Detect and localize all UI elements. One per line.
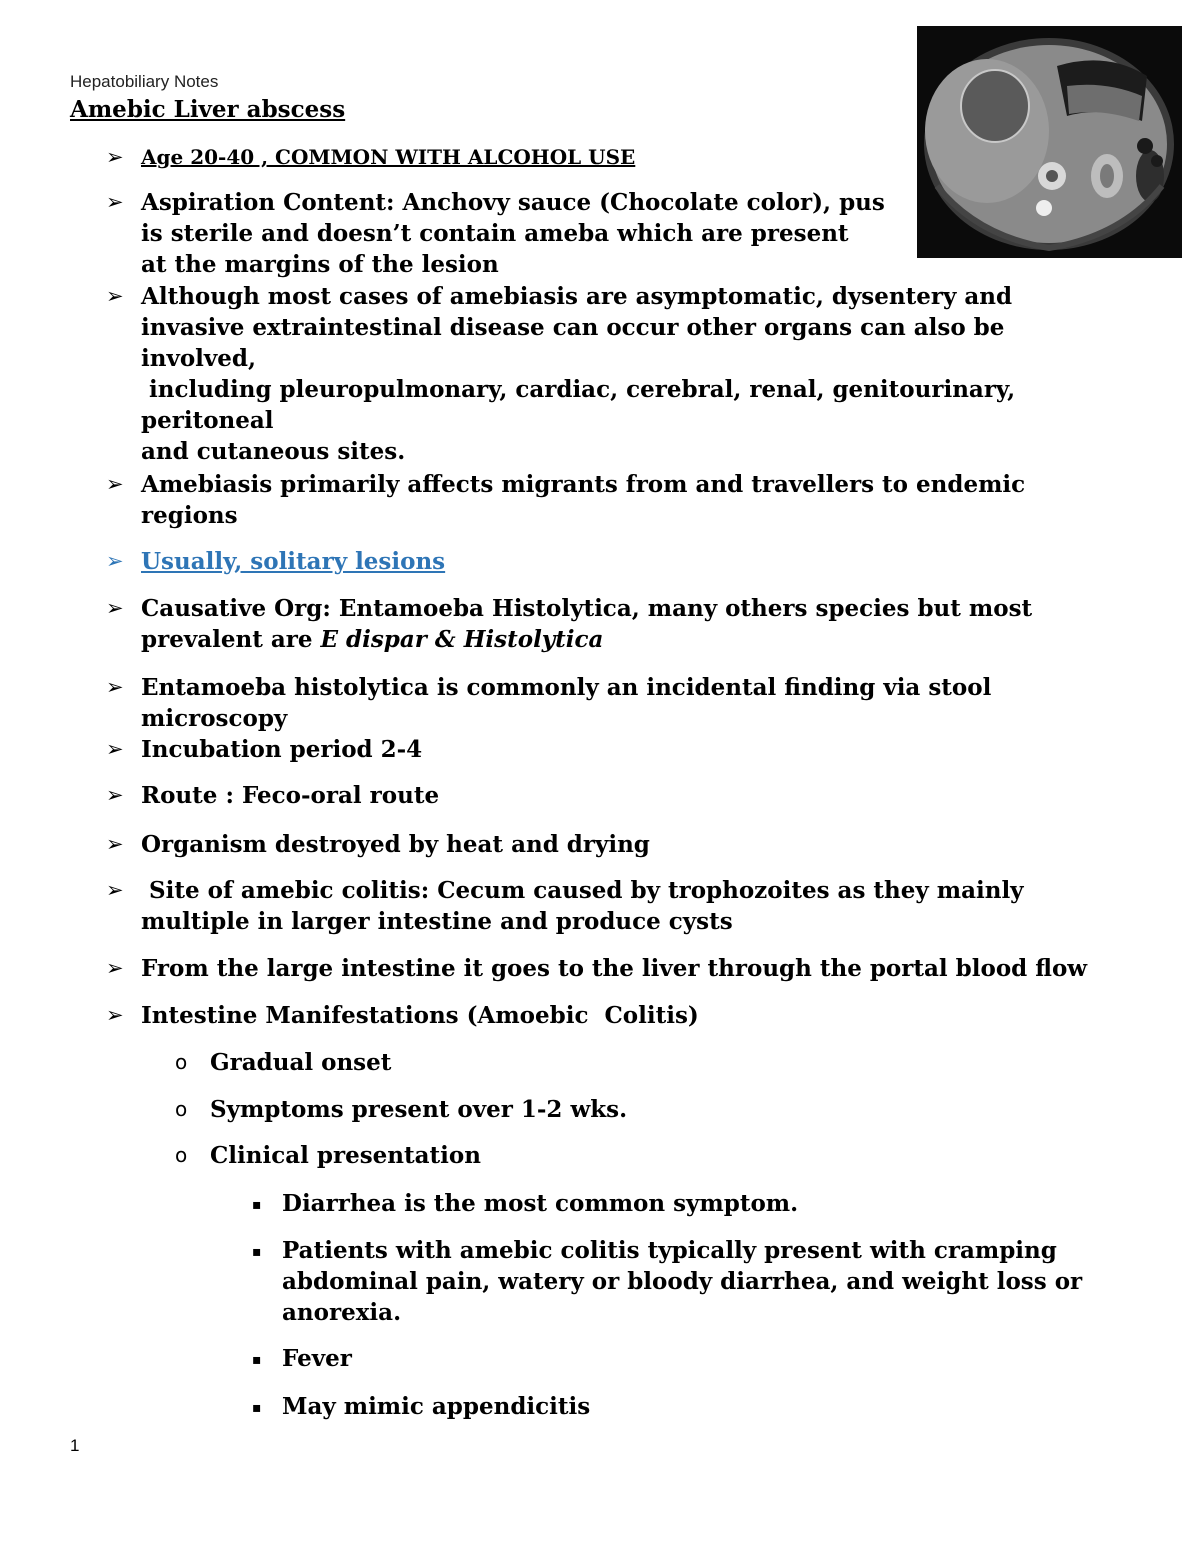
- bullet-route: [106, 780, 1096, 811]
- bullet-line: involved,: [141, 345, 256, 372]
- sub-sub-bullet-cramping: [252, 1235, 1112, 1328]
- bullet-text: Fever: [282, 1345, 352, 1372]
- running-header: Hepatobiliary Notes: [70, 72, 219, 91]
- square-bullet-icon: ▪: [252, 1400, 262, 1416]
- arrow-bullet-icon: ➢: [106, 145, 124, 169]
- arrow-bullet-icon: ➢: [106, 284, 124, 308]
- bullet-site: [106, 875, 1096, 937]
- bullet-text: Gradual onset: [210, 1049, 392, 1076]
- circle-bullet-icon: o: [175, 1143, 188, 1167]
- solitary-lesions-link[interactable]: Usually, solitary lesions: [141, 548, 446, 575]
- arrow-bullet-icon: ➢: [106, 1003, 124, 1027]
- bullet-line: microscopy: [141, 705, 288, 732]
- sub-sub-bullet-fever: [252, 1343, 1112, 1374]
- bullet-line: including pleuropulmonary, cardiac, cerebral, renal, genitourinary,: [141, 376, 1016, 403]
- sub-bullet-symptoms: [175, 1094, 1075, 1125]
- bullet-age: [106, 142, 1096, 173]
- bullet-text: Route : Feco-oral route: [141, 782, 440, 809]
- bullet-line: Patients with amebic colitis typically present with cramping: [282, 1237, 1057, 1264]
- bullet-migrants: [106, 469, 1096, 531]
- arrow-bullet-icon: ➢: [106, 675, 124, 699]
- bullet-line: anorexia.: [282, 1299, 402, 1326]
- bullet-line: and cutaneous sites.: [141, 438, 406, 465]
- bullet-asymptomatic: [106, 281, 1096, 467]
- bullet-line: [141, 624, 1096, 655]
- arrow-bullet-icon: ➢: [106, 956, 124, 980]
- square-bullet-icon: ▪: [252, 1352, 262, 1368]
- bullet-line: Amebiasis primarily affects migrants from and travellers to endemic: [141, 471, 1026, 498]
- arrow-bullet-icon: ➢: [106, 783, 124, 807]
- arrow-bullet-icon: ➢: [106, 832, 124, 856]
- bullet-solitary: [106, 546, 1096, 577]
- circle-bullet-icon: o: [175, 1050, 188, 1074]
- bullet-incubation: [106, 734, 1096, 765]
- bullet-line: is sterile and doesn’t contain ameba which are present: [141, 220, 849, 247]
- bullet-line: at the margins of the lesion: [141, 251, 499, 278]
- bullet-text: May mimic appendicitis: [282, 1393, 591, 1420]
- bullet-organism: [106, 829, 1096, 860]
- bullet-portal: [106, 953, 1166, 984]
- bullet-line: Although most cases of amebiasis are asymptomatic, dysentery and: [141, 283, 1013, 310]
- bullet-text: Organism destroyed by heat and drying: [141, 831, 650, 858]
- bullet-text: Symptoms present over 1-2 wks.: [210, 1096, 628, 1123]
- square-bullet-icon: ▪: [252, 1197, 262, 1213]
- bullet-stool: [106, 672, 1096, 734]
- arrow-bullet-icon: ➢: [106, 596, 124, 620]
- bullet-text: Incubation period 2-4: [141, 736, 423, 763]
- bullet-text: From the large intestine it goes to the liver through the portal blood flow: [141, 955, 1088, 982]
- bullet-line: multiple in larger intestine and produce cysts: [141, 908, 733, 935]
- document-title: Amebic Liver abscess: [70, 96, 346, 123]
- bullet-aspiration: [106, 187, 886, 280]
- arrow-bullet-icon: ➢: [106, 549, 124, 573]
- arrow-bullet-icon: ➢: [106, 472, 124, 496]
- bullet-line: Aspiration Content: Anchovy sauce (Chocolate color), pus: [141, 189, 885, 216]
- bullet-causative: [106, 593, 1096, 655]
- arrow-bullet-icon: ➢: [106, 737, 124, 761]
- bullet-line: peritoneal: [141, 407, 274, 434]
- species-names: E dispar & Histolytica: [320, 626, 604, 653]
- sub-bullet-clinical: [175, 1140, 1075, 1171]
- bullet-line: abdominal pain, watery or bloody diarrhea, and weight loss or: [282, 1268, 1083, 1295]
- circle-bullet-icon: o: [175, 1097, 188, 1121]
- bullet-line: regions: [141, 502, 238, 529]
- page-number: 1: [70, 1436, 80, 1455]
- bullet-text: Diarrhea is the most common symptom.: [282, 1190, 799, 1217]
- arrow-bullet-icon: ➢: [106, 878, 124, 902]
- bullet-line: invasive extraintestinal disease can occur other organs can also be: [141, 314, 1005, 341]
- bullet-line: Causative Org: Entamoeba Histolytica, many others species but most: [141, 595, 1033, 622]
- bullet-text: Age 20-40 , COMMON WITH ALCOHOL USE: [141, 145, 636, 169]
- bullet-text: Clinical presentation: [210, 1142, 481, 1169]
- arrow-bullet-icon: ➢: [106, 190, 124, 214]
- square-bullet-icon: ▪: [252, 1244, 262, 1260]
- bullet-text: Intestine Manifestations (Amoebic Colitis): [141, 1002, 699, 1029]
- bullet-intestine: [106, 1000, 1096, 1031]
- sub-bullet-onset: [175, 1047, 1075, 1078]
- bullet-line: Site of amebic colitis: Cecum caused by trophozoites as they mainly: [141, 877, 1024, 904]
- bullet-line: Entamoeba histolytica is commonly an incidental finding via stool: [141, 674, 992, 701]
- sub-sub-bullet-appendicitis: [252, 1391, 1112, 1422]
- bullet-line-prefix: prevalent are: [141, 626, 321, 653]
- sub-sub-bullet-diarrhea: [252, 1188, 1112, 1219]
